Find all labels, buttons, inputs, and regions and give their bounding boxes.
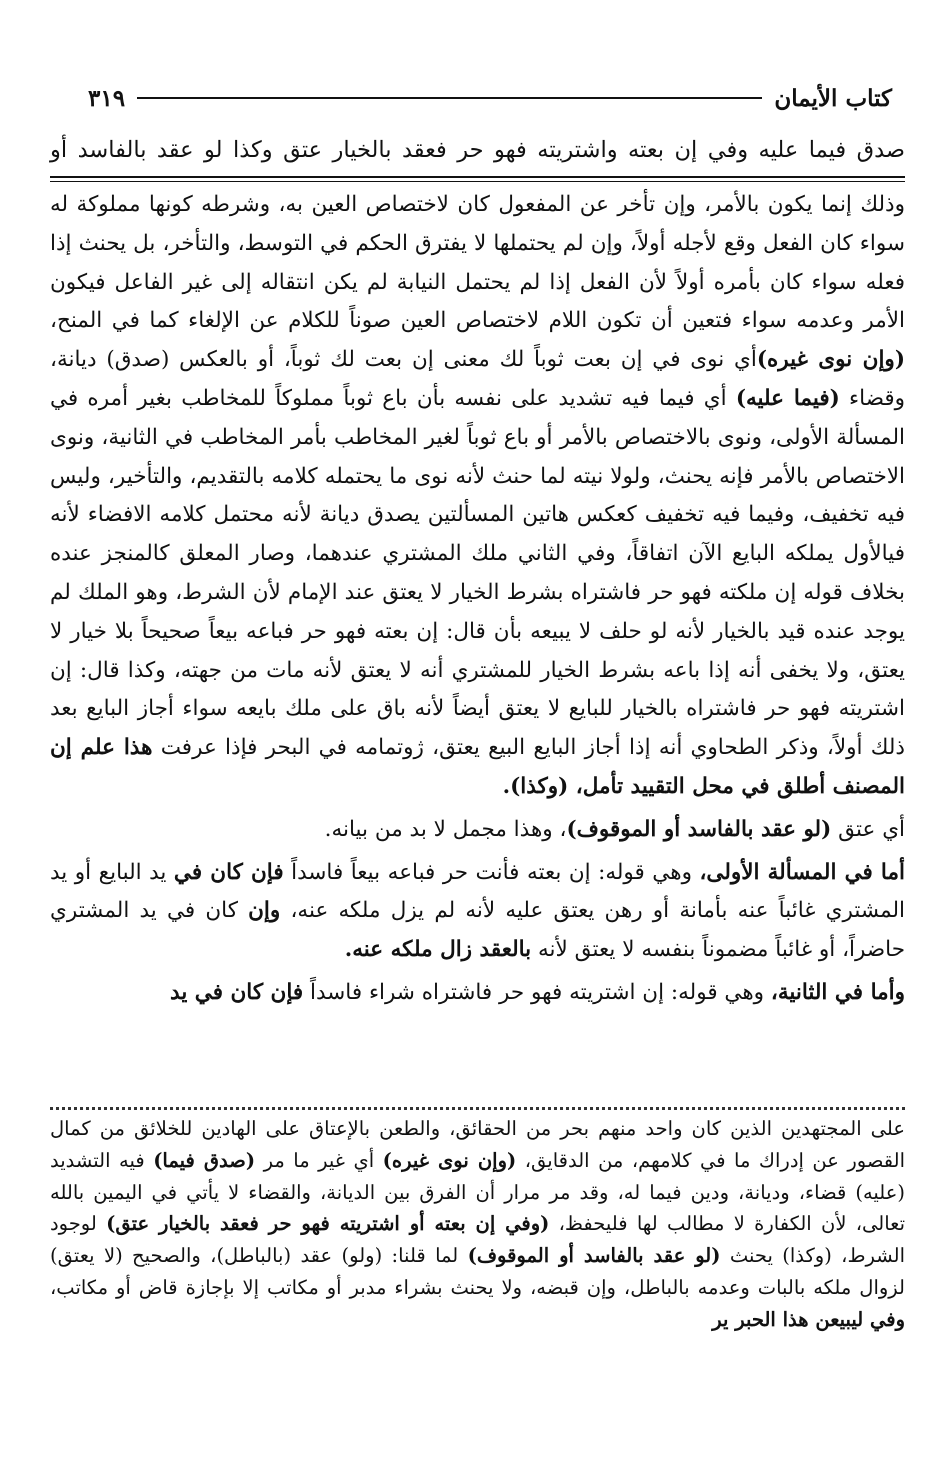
text-run-bold: (لو عقد بالفاسد أو الموقوف) [566,816,832,842]
page-number: ٣١٩ [88,84,126,112]
text-run-bold: بالعقد زال ملكه عنه. [344,937,532,963]
commentary-paragraph-3 [50,854,905,970]
commentary-paragraph-2 [50,811,905,850]
text-run: أي فيما فيه تشديد على نفسه بأن باع ثوباً مملوكاً للمخاطب بغير أمره في المسألة الأولى، ونوى بالاختصاص بالأمر أو باع ثوباً لغير المخاطب بأمر المخاطب في الثانية، ونوى الاختصاص بالأمر فإنه يحنث، ولولا نيته لما حنث لأنه نوى ما يحتمله كلامه بالتقديم، والتأخير، وليس فيه تخفيف، وفيما فيه تخفيف كعكس هاتين المسألتين يصدق ديانة لأنه محتمل كلامه الافضاء لأنه فيالأول يملكه البايع الآن اتفاقاً، وفي الثاني ملك المشتري عندهما، وصار المعلق كالمنجز عنده بخلاف قوله إن ملكته فهو حر فاشتراه بشرط الخيار لا يعتق عند الإمام لأن الشرط، وهو الملك لم يوجد عنده قيد بالخيار لأنه لو حلف لا يبيعه بأن قال: إن بعته فهو حر فباعه بيعاً صحيحاً بلا خيار لا يعتق، ولا يخفى أنه إذا باعه بشرط الخيار للمشتري أنه لا يعتق لأنه مات من جهته، وكذا قال: إن اشتريته فهو حر فاشتراه بالخيار للبايع لا يعتق أيضاً لأنه باق على ملك بايعه سواء أجاز البايع بعد ذلك أولاً، وذكر الطحاوي أنه إذا أجاز البايع البيع يعتق، ژوتمامه في البحر فإذا عرفت [50,385,905,761]
text-run-bold: وفي ليبيعن هذا الحبر ير [712,1307,905,1331]
footnote-separator [50,1107,905,1110]
text-run: وهي قوله: إن بعته فأنت حر فباعه بيعاً فاسداً [283,859,700,885]
commentary-body [50,186,905,1013]
text-run: كان في يد المشتري حاضراً، أو غائباً مضموناً بنفسه لا يعتق لأنه [50,898,905,963]
text-run-bold: (صدق فيما) [153,1148,256,1172]
text-run: ، وهذا مجمل لا بد من بيانه. [324,816,567,842]
text-run: وهي قوله: إن اشتريته فهو حر فاشتراه شراء فاسداً [303,979,771,1005]
text-run: أي عتق [831,816,905,842]
text-run-bold: (وفي إن بعته أو اشتريته فهو حر فعقد بالخيار عتق) [106,1212,550,1236]
matn-divider [50,176,905,182]
text-run: يد البايع أو يد المشتري غائباً عنه بأمانة أو رهن يعتق عليه لأنه لم يزل ملكه عنه، [50,859,905,924]
text-run-bold: (وإن نوى غيره) [756,347,905,373]
text-run-bold: وإن [248,898,281,924]
running-header [88,78,892,118]
text-run-bold: فإن كان في [173,859,284,885]
text-run: أي نوى في إن بعت ثوباً لك معنى إن بعت لك ثوباً، أو بالعكس (صدق) ديانة، وقضاء [50,347,905,411]
matn-text: صدق فيما عليه وفي إن بعته واشتريته فهو حر فعقد بالخيار عتق وكذا لو عقد بالفاسد أو [50,137,905,163]
text-run-bold: هذا علم إن المصنف أطلق في محل التقييد تأمل، (وكذا). [50,735,905,799]
text-run: لما قلنا: (ولو) عقد (بالباطل)، والصحيح (لا يعتق) لزوال ملكه بالبات وعدمه بالباطل، وإن قبضه، ولا يحنث بشراء مدبر أو مكاتب إلا بإجازة قاض أو مكاتب، [50,1244,905,1299]
text-run-bold: أما في المسألة الأولى، [699,859,905,885]
text-run-bold: (فيما عليه) [735,385,840,411]
commentary-paragraph-4 [50,974,905,1013]
commentary-paragraph-1 [50,186,905,807]
text-run: أي غير ما مر [255,1148,383,1172]
text-run-bold: (وإن نوى غيره) [382,1148,517,1172]
text-run: لوجود الشرط، (وكذا) يحنث [50,1212,906,1268]
footnote-paragraph [50,1113,905,1336]
text-run: وذلك إنما يكون بالأمر، وإن تأخر عن المفعول كان لاختصاص العين به، وشرطه كونها مملوكة له سواء كان الفعل وقع لأجله أولاً، وإن لم يحتملها لا يفترق الحكم في التوسط، والتأخر، بل يحنث إذا فعله سواء كان بأمره أولاً لأن الفعل إذا لم يحتمل النيابة لم يكن انتقاله إلى غير الفاعل فيكون الأمر وعدمه سواء فتعين أن تكون اللام لاختصاص العين صوناً للكلام عن الإلغاء كما في المنح، [50,192,905,334]
text-run-bold: فإن كان في يد [170,979,304,1005]
header-rule [137,97,762,99]
text-run: فيه التشديد (عليه) قضاء، وديانة، ودين فيما له، وقد مر مرار أن الفرق بين الديانة، والقضاء لا يأتي في اليمين بالله تعالى، لأن الكفارة لا مطالب لها فليحفظ، [50,1148,906,1236]
text-run-bold: وأما في الثانية، [770,979,905,1005]
footnote-block [50,1113,905,1336]
text-run-bold: (لو عقد بالفاسد أو الموقوف) [467,1244,721,1268]
book-title: كتاب الأيمان [774,84,892,112]
text-run: على المجتهدين الذين كان واحد منهم بحر من الحقائق، والطعن بالإعتاق على الهادين للخلائق من كمال القصور عن إدراك ما في كلامهم، من الدقايق، [50,1117,905,1172]
